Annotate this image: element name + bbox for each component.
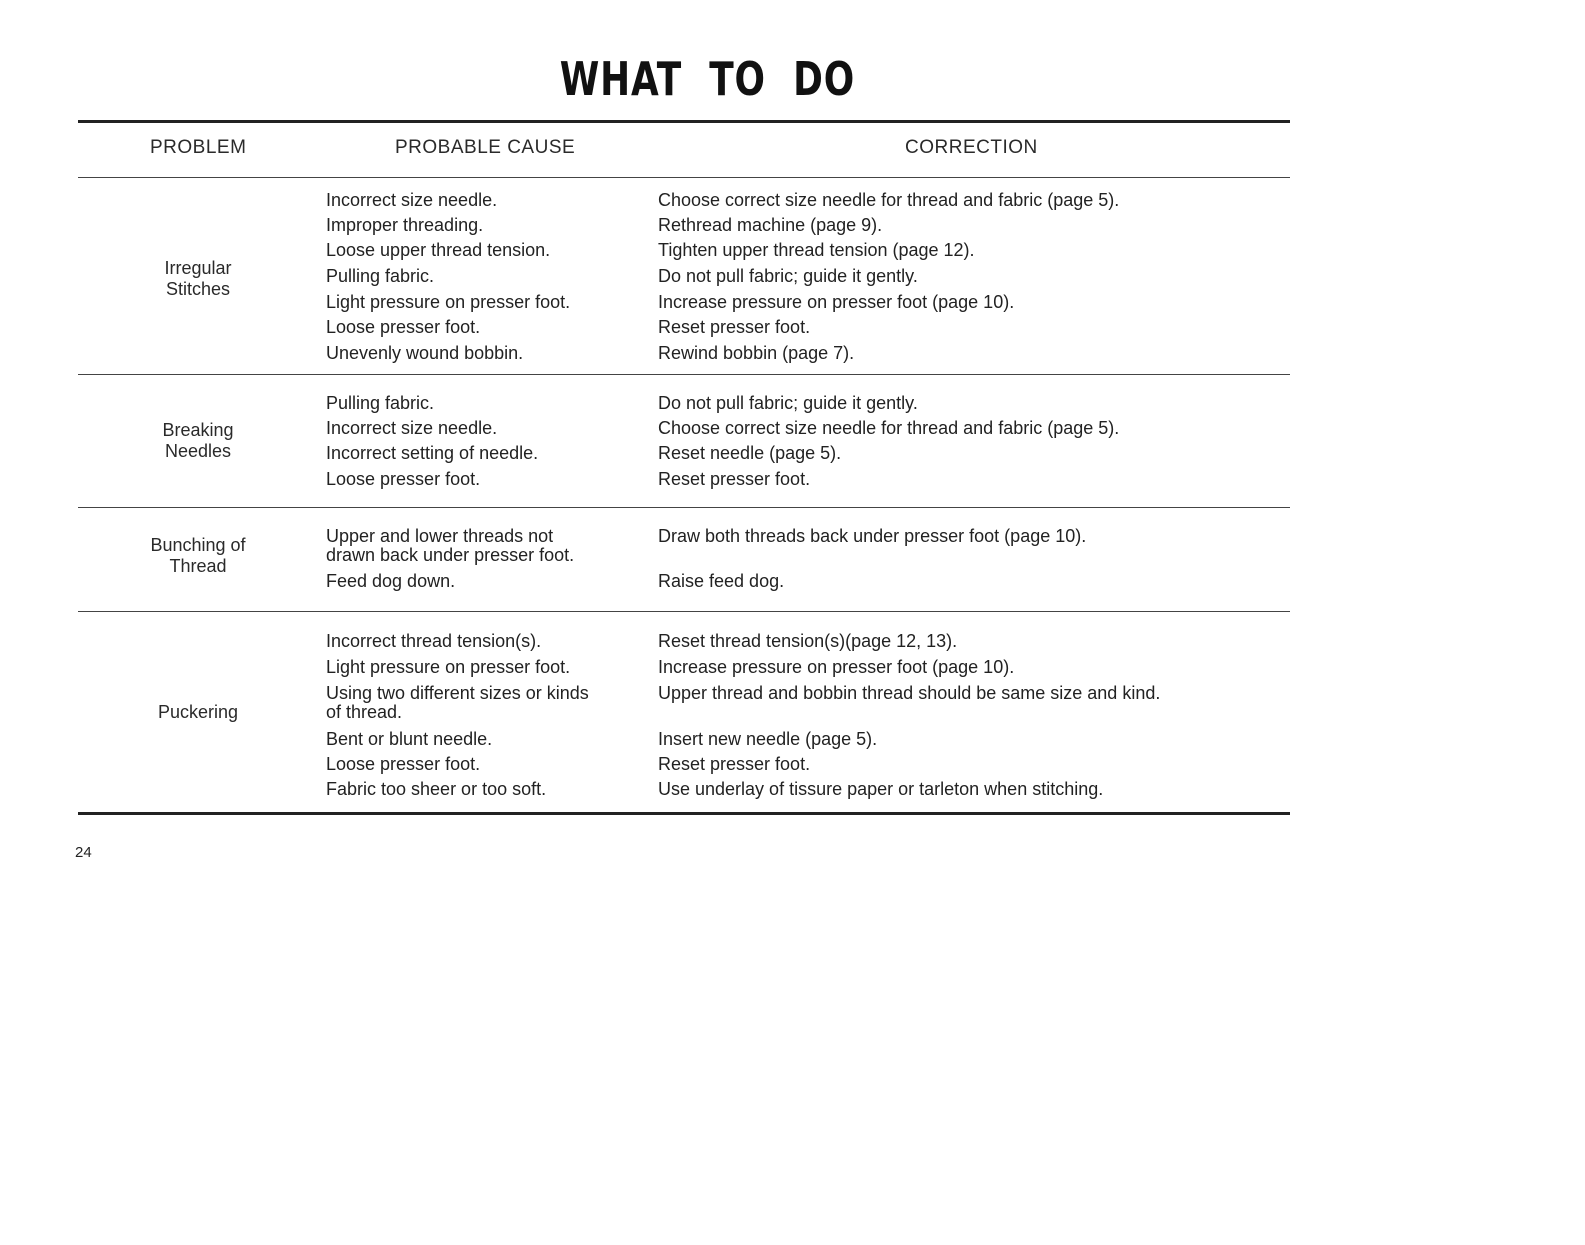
bottom-rule <box>78 812 1290 815</box>
problem-label: Bunching of Thread <box>150 535 246 576</box>
cause-line: Pulling fabric. <box>326 393 435 413</box>
correction-line: Choose correct size needle for thread and fabric (page 5). <box>658 190 1120 210</box>
header-problem: PROBLEM <box>150 137 247 158</box>
correction-line: Tighten upper thread tension (page 12). <box>658 240 975 260</box>
correction-line: Reset presser foot. <box>658 469 811 489</box>
cause-line: Pulling fabric. <box>326 266 435 286</box>
cause-line: Incorrect setting of needle. <box>326 443 539 463</box>
correction-line: Increase pressure on presser foot (page 10). <box>658 657 1015 677</box>
correction-line: Raise feed dog. <box>658 571 785 591</box>
page-title: WHAT TO DO <box>559 52 855 106</box>
correction-line: Use underlay of tissure paper or tarleton when stitching. <box>658 779 1104 799</box>
correction-line: Reset thread tension(s)(page 12, 13). <box>658 631 958 651</box>
cause-line: Loose presser foot. <box>326 317 481 337</box>
cause-line: Incorrect thread tension(s). <box>326 631 542 651</box>
header-correction: CORRECTION <box>905 137 1038 158</box>
row-divider <box>78 374 1290 375</box>
cause-line: Light pressure on presser foot. <box>326 292 571 312</box>
correction-line: Do not pull fabric; guide it gently. <box>658 393 918 413</box>
header-divider <box>78 177 1290 178</box>
correction-line: Choose correct size needle for thread and fabric (page 5). <box>658 418 1120 438</box>
correction-line: Do not pull fabric; guide it gently. <box>658 266 918 286</box>
cause-line: Upper and lower threads not <box>326 526 554 546</box>
correction-line: Reset needle (page 5). <box>658 443 842 463</box>
correction-line: Rethread machine (page 9). <box>658 215 883 235</box>
cause-line: Unevenly wound bobbin. <box>326 343 524 363</box>
top-rule <box>78 120 1290 123</box>
cause-line: Bent or blunt needle. <box>326 729 493 749</box>
cause-line: Incorrect size needle. <box>326 190 498 210</box>
row-divider <box>78 611 1290 612</box>
correction-line: Rewind bobbin (page 7). <box>658 343 855 363</box>
correction-line: Upper thread and bobbin thread should be same size and kind. <box>658 683 1161 703</box>
correction-line: Draw both threads back under presser foot (page 10). <box>658 526 1087 546</box>
correction-line: Reset presser foot. <box>658 317 811 337</box>
problem-label: Breaking Needles <box>162 420 234 461</box>
cause-line: Using two different sizes or kinds <box>326 683 589 703</box>
cause-line: Loose presser foot. <box>326 754 481 774</box>
cause-line: Light pressure on presser foot. <box>326 657 571 677</box>
problem-label: Irregular Stitches <box>164 258 232 299</box>
correction-line: Insert new needle (page 5). <box>658 729 878 749</box>
cause-line: Feed dog down. <box>326 571 456 591</box>
problem-label: Puckering <box>157 702 239 722</box>
correction-line: Increase pressure on presser foot (page 10). <box>658 292 1015 312</box>
correction-line: Reset presser foot. <box>658 754 811 774</box>
cause-line: Loose presser foot. <box>326 469 481 489</box>
header-probable-cause: PROBABLE CAUSE <box>395 137 576 158</box>
row-divider <box>78 507 1290 508</box>
cause-line: Fabric too sheer or too soft. <box>326 779 547 799</box>
cause-line: Loose upper thread tension. <box>326 240 551 260</box>
cause-line: of thread. <box>326 702 403 722</box>
page-number: 24 <box>75 844 92 861</box>
cause-line: Improper threading. <box>326 215 484 235</box>
cause-line: drawn back under presser foot. <box>326 545 575 565</box>
cause-line: Incorrect size needle. <box>326 418 498 438</box>
